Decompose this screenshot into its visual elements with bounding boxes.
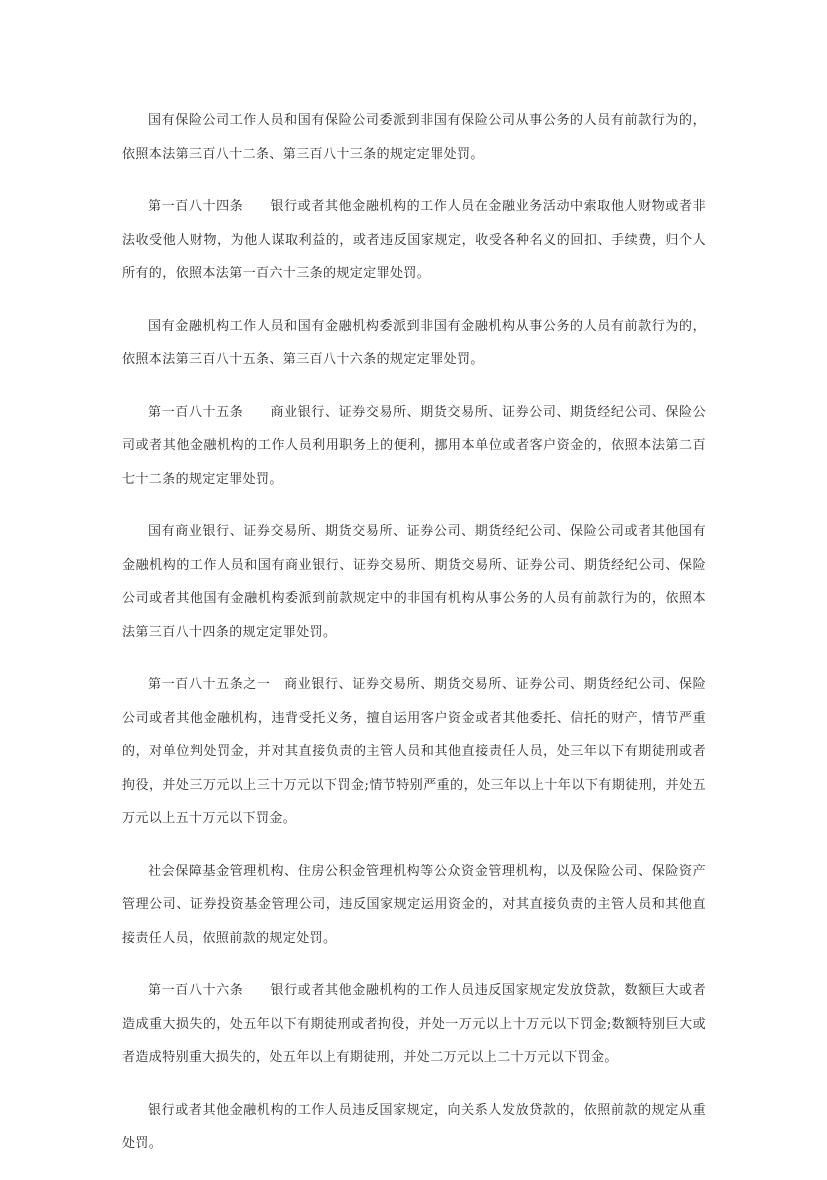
paragraph: 第一百八十四条 银行或者其他金融机构的工作人员在金融业务活动中索取他人财物或者非法收受他人财物，为他人谋取利益的，或者违反国家规定，收受各种名义的回扣、手续费，归个人所有的，依照本法第一百六十三条的规定定罪处罚。 [122, 199, 706, 281]
paragraph: 第一百八十五条 商业银行、证券交易所、期货交易所、证券公司、期货经纪公司、保险公司或者其他金融机构的工作人员利用职务上的便利，挪用本单位或者客户资金的，依照本法第二百七十二条的规定定罪处罚。 [122, 404, 706, 487]
document-body [122, 104, 706, 1180]
paragraph: 社会保障基金管理机构、住房公积金管理机构等公众资金管理机构，以及保险公司、保险资产管理公司、证券投资基金管理公司，违反国家规定运用资金的，对其直接负责的主管人员和其他直接责任人员，依照前款的规定处罚。 [122, 863, 706, 946]
paragraph: 国有商业银行、证券交易所、期货交易所、证券公司、期货经纪公司、保险公司或者其他国有金融机构的工作人员和国有商业银行、证券交易所、期货交易所、证券公司、期货经纪公司、保险公司或者其他国有金融机构委派到前款规定中的非国有机构从事公务的人员有前款行为的，依照本法第三百八十四条的规定定罪处罚。 [122, 524, 706, 640]
paragraph: 国有金融机构工作人员和国有金融机构委派到非国有金融机构从事公务的人员有前款行为的，依照本法第三百八十五条、第三百八十六条的规定定罪处罚。 [122, 318, 706, 367]
paragraph: 第一百八十六条 银行或者其他金融机构的工作人员违反国家规定发放贷款，数额巨大或者造成重大损失的，处五年以下有期徒刑或者拘役，并处一万元以上十万元以下罚金;数额特别巨大或者造成特别重大损失的，处五年以上有期徒刑，并处二万元以上二十万元以下罚金。 [122, 983, 706, 1065]
paragraph: 国有保险公司工作人员和国有保险公司委派到非国有保险公司从事公务的人员有前款行为的，依照本法第三百八十二条、第三百八十三条的规定定罪处罚。 [122, 113, 706, 162]
paragraph: 第一百八十五条之一 商业银行、证券交易所、期货交易所、证券公司、期货经纪公司、保险公司或者其他金融机构，违背受托义务，擅自运用客户资金或者其他委托、信托的财产，情节严重的，对单位判处罚金，并对其直接负责的主管人员和其他直接责任人员，处三年以下有期徒刑或者拘役，并处三万元以上三十万元以下罚金;情节特别严重的，处三年以上十年以下有期徒刑，并处五万元以上五十万元以下罚金。 [122, 677, 706, 826]
paragraph: 银行或者其他金融机构的工作人员违反国家规定，向关系人发放贷款的，依照前款的规定从重处罚。 [122, 1102, 706, 1151]
